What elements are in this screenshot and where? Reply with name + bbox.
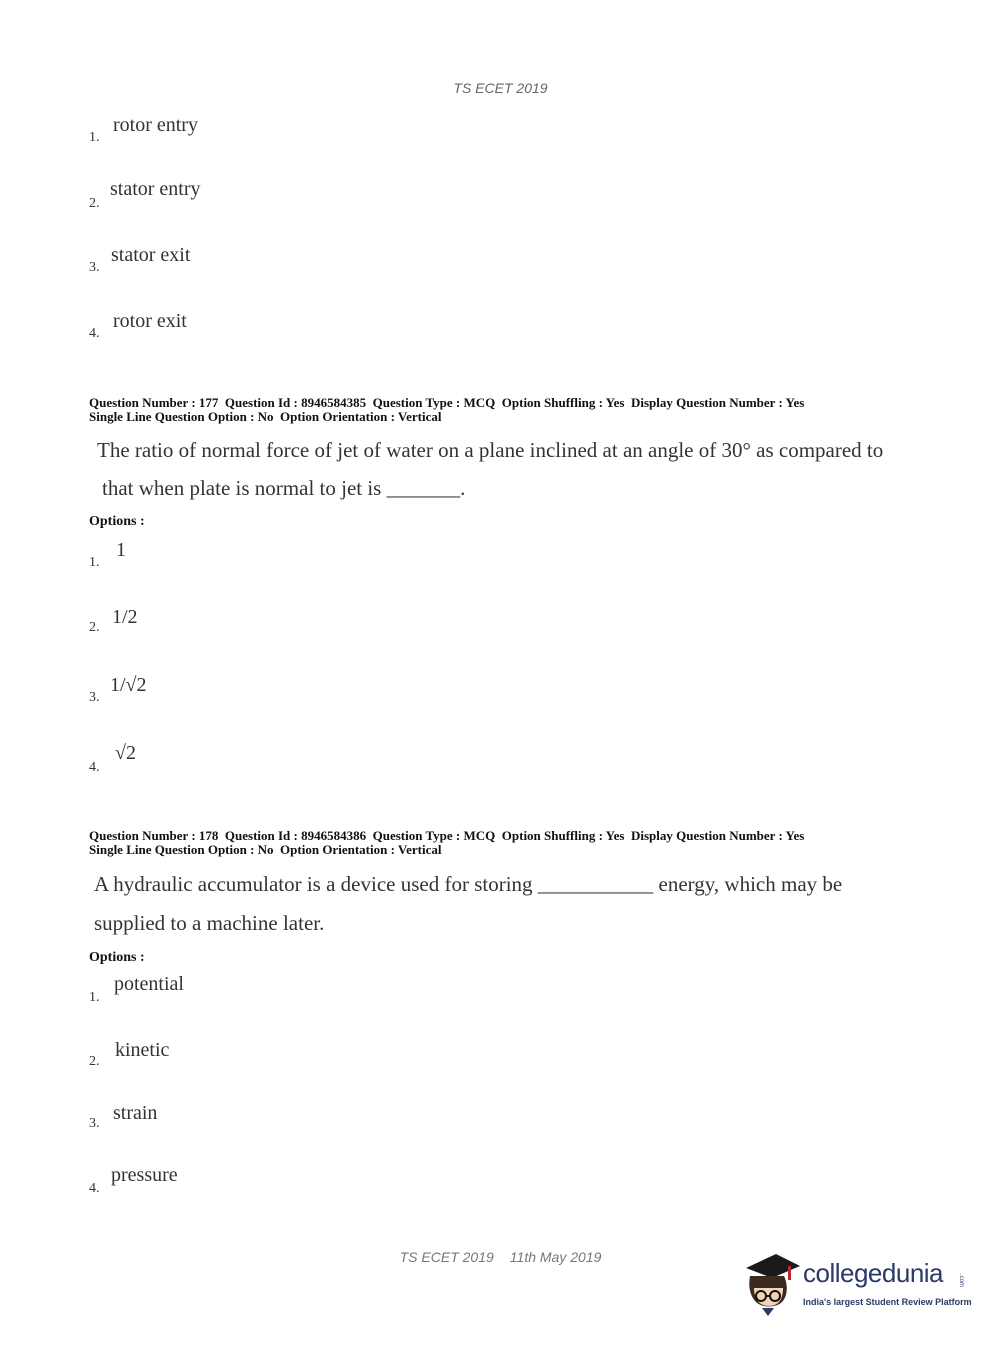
logo-wordmark: collegedunia (803, 1258, 944, 1288)
option-number: 4. (89, 1181, 100, 1196)
option-number: 3. (89, 690, 100, 705)
option-text: stator exit (111, 244, 191, 266)
option-text: 1 (116, 539, 126, 561)
options-label: Options : (89, 514, 145, 529)
option-number: 4. (89, 760, 100, 775)
question-text: supplied to a machine later. (94, 911, 325, 935)
option-text: kinetic (115, 1039, 170, 1061)
mascot-icon (742, 1250, 802, 1320)
page-header: TS ECET 2019 (453, 80, 548, 96)
option-text: 1/√2 (110, 674, 147, 696)
option-number: 3. (89, 260, 100, 275)
logo-suffix: .com (958, 1274, 964, 1288)
option-text: potential (114, 973, 184, 995)
option-text: stator entry (110, 178, 201, 200)
question-text: that when plate is normal to jet is _______. (102, 476, 466, 500)
option-number: 4. (89, 326, 100, 341)
question-meta: Question Number : 177 Question Id : 8946584385 Question Type : MCQ Option Shuffling : Yes Display Question Number : Yes (89, 395, 805, 410)
option-text: rotor entry (113, 114, 198, 136)
option-number: 1. (89, 990, 100, 1005)
options-label: Options : (89, 950, 145, 965)
question-text: The ratio of normal force of jet of water on a plane inclined at an angle of 30° as compared to (97, 438, 884, 462)
option-number: 2. (89, 1054, 100, 1069)
option-number: 1. (89, 130, 100, 145)
logo-tagline: India's largest Student Review Platform (803, 1297, 972, 1307)
option-text: strain (113, 1102, 158, 1124)
option-number: 2. (89, 620, 100, 635)
option-text: 1/2 (112, 606, 138, 628)
option-number: 2. (89, 196, 100, 211)
question-meta: Question Number : 178 Question Id : 8946584386 Question Type : MCQ Option Shuffling : Yes Display Question Number : Yes (89, 828, 805, 843)
question-text: A hydraulic accumulator is a device used for storing ___________ energy, which may be (94, 872, 843, 896)
option-text: pressure (111, 1164, 178, 1186)
option-number: 1. (89, 555, 100, 570)
option-number: 3. (89, 1116, 100, 1131)
footer-exam: TS ECET 2019 (399, 1249, 494, 1265)
question-meta: Single Line Question Option : No Option Orientation : Vertical (89, 409, 442, 424)
footer-date: 11th May 2019 (509, 1249, 602, 1265)
option-text: √2 (115, 742, 136, 764)
option-text: rotor exit (113, 310, 187, 332)
question-meta: Single Line Question Option : No Option Orientation : Vertical (89, 842, 442, 857)
